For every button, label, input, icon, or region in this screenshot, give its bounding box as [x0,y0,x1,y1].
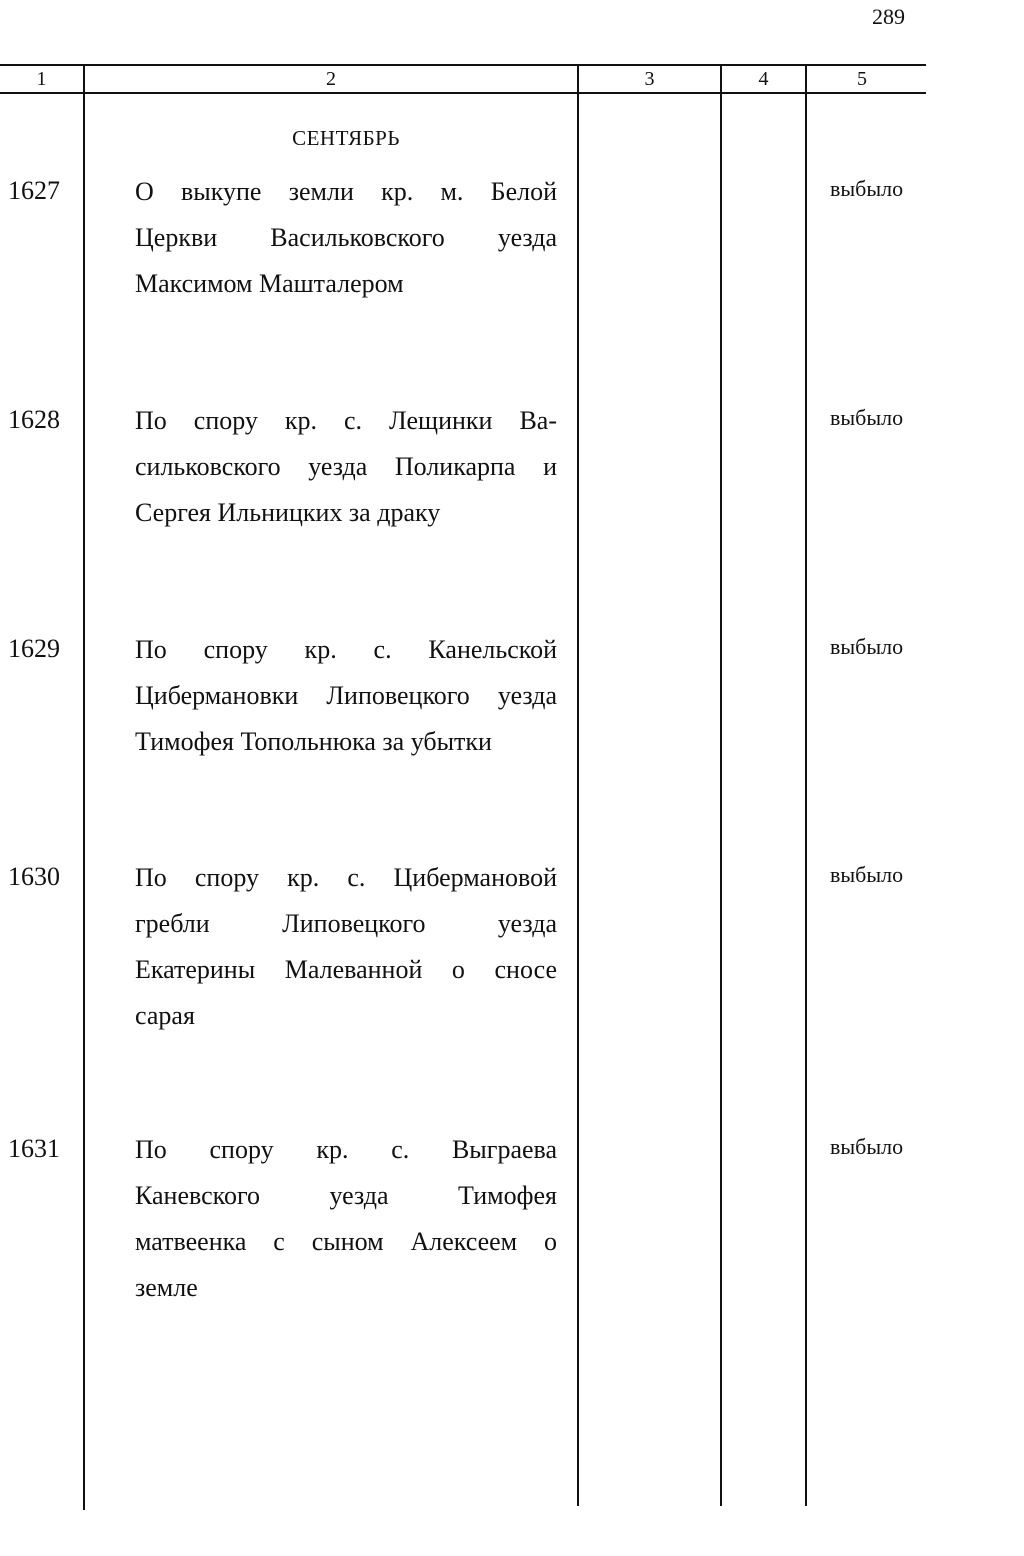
description-line: По спору кр. с. Цибермановой [135,863,557,892]
description-line: По спору кр. с. Канельской [135,635,557,664]
table-header-rule [0,92,926,94]
description-line: Екатерины Малеванной о сносе [135,955,557,984]
description-line: сильковского уезда Поликарпа и [135,452,557,481]
case-description [135,634,557,772]
section-title: СЕНТЯБРЬ [292,126,400,150]
page-number: 289 [872,4,905,29]
column-divider [577,64,579,1506]
table-top-rule [0,64,926,66]
case-status: выбыло [830,176,904,201]
case-number: 1628 [8,405,60,434]
description-line: Максимом Машталером [135,269,404,298]
column-header-5: 5 [857,68,867,90]
description-line: сарая [135,1001,195,1030]
description-line: Сергея Ильницких за драку [135,498,441,527]
column-divider [805,64,807,1506]
case-status: выбыло [830,405,904,430]
column-header-1: 1 [36,68,47,90]
case-number: 1631 [8,1134,60,1163]
description-line: Каневского уезда Тимофея [135,1181,557,1210]
column-divider [83,64,85,1510]
description-line: Цибермановки Липовецкого уезда [135,681,557,710]
case-number: 1630 [8,862,60,891]
case-number: 1627 [8,176,60,205]
description-line: Тимофея Топольнюка за убытки [135,727,492,756]
column-header-4: 4 [758,68,769,90]
description-line: Церкви Васильковского уезда [135,223,557,252]
column-divider [720,64,722,1506]
case-status: выбыло [830,1134,904,1159]
column-header-2: 2 [326,68,336,90]
description-line: земле [135,1273,198,1302]
description-line: матвеенка с сыном Алексеем о [135,1227,557,1256]
description-line: гребли Липовецкого уезда [135,909,557,938]
case-description [135,1134,557,1318]
case-status: выбыло [830,634,904,659]
case-description [135,405,557,543]
case-description [135,176,557,314]
case-description [135,862,557,1046]
column-header-3: 3 [644,68,655,90]
description-line: По спору кр. с. Лещинки Ва- [135,406,557,435]
case-number: 1629 [8,634,60,663]
description-line: По спору кр. с. Выграева [135,1135,557,1164]
description-line: О выкупе земли кр. м. Белой [135,177,557,206]
case-status: выбыло [830,862,904,887]
